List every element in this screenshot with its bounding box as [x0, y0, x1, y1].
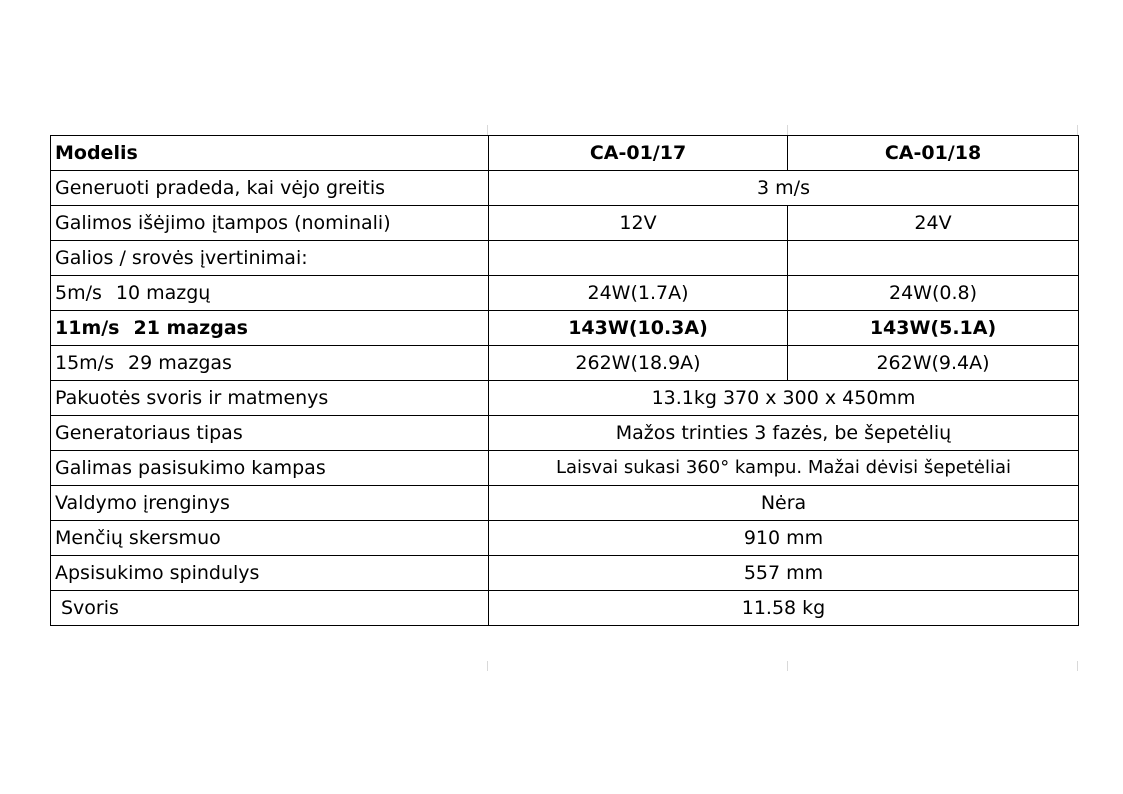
- row-value-a: 12V: [489, 206, 788, 241]
- table-row-highlighted: [51, 311, 1079, 346]
- row-value-b: [788, 241, 1079, 276]
- row-value-b: 143W(5.1A): [788, 311, 1079, 346]
- row-label: Valdymo įrenginys: [51, 486, 489, 521]
- row-label: Pakuotės svoris ir matmenys: [51, 381, 489, 416]
- row-value-a: 262W(18.9A): [489, 346, 788, 381]
- table-row: [51, 276, 1079, 311]
- table-row: [51, 206, 1079, 241]
- table-row: [51, 346, 1079, 381]
- table-row: [51, 451, 1079, 486]
- row-value: Laisvai sukasi 360° kampu. Mažai dėvisi šepetėliai: [489, 451, 1079, 486]
- row-knots: 10 mazgų: [115, 282, 211, 304]
- row-speed: 11m/s: [55, 317, 120, 339]
- header-label: Modelis: [51, 136, 489, 171]
- row-label: Galimas pasisukimo kampas: [51, 451, 489, 486]
- row-label: Apsisukimo spindulys: [51, 556, 489, 591]
- row-value: 11.58 kg: [489, 591, 1079, 626]
- row-label: Menčių skersmuo: [51, 521, 489, 556]
- row-label: Galimos išėjimo įtampos (nominali): [51, 206, 489, 241]
- table-row: [51, 381, 1079, 416]
- table-row: [51, 486, 1079, 521]
- table-row: [51, 241, 1079, 276]
- header-model-b: CA-01/18: [788, 136, 1079, 171]
- spec-sheet: [50, 135, 1078, 626]
- row-value: 557 mm: [489, 556, 1079, 591]
- row-label: Generuoti pradeda, kai vėjo greitis: [51, 171, 489, 206]
- gridline: [1077, 125, 1078, 135]
- row-value-a: [489, 241, 788, 276]
- row-label: [51, 276, 489, 311]
- row-label: Svoris: [51, 591, 489, 626]
- gridline: [787, 125, 788, 135]
- row-label: [51, 346, 489, 381]
- gridline: [1077, 661, 1078, 671]
- header-model-a: CA-01/17: [489, 136, 788, 171]
- gridline: [487, 125, 488, 135]
- row-label: [51, 311, 489, 346]
- table-row: [51, 171, 1079, 206]
- table-row: [51, 591, 1079, 626]
- row-value-b: 262W(9.4A): [788, 346, 1079, 381]
- row-label: Galios / srovės įvertinimai:: [51, 241, 489, 276]
- gridline: [787, 661, 788, 671]
- row-knots: 29 mazgas: [128, 352, 232, 374]
- row-knots: 21 mazgas: [133, 317, 248, 339]
- table-header-row: [51, 136, 1079, 171]
- table-row: [51, 556, 1079, 591]
- row-value: Nėra: [489, 486, 1079, 521]
- row-speed: 15m/s: [55, 352, 114, 374]
- spec-table: [50, 135, 1079, 626]
- row-speed: 5m/s: [55, 282, 102, 304]
- table-row: [51, 521, 1079, 556]
- row-value-b: 24V: [788, 206, 1079, 241]
- row-label: Generatoriaus tipas: [51, 416, 489, 451]
- row-value: Mažos trinties 3 fazės, be šepetėlių: [489, 416, 1079, 451]
- table-row: [51, 416, 1079, 451]
- row-value-a: 143W(10.3A): [489, 311, 788, 346]
- row-value: 13.1kg 370 x 300 x 450mm: [489, 381, 1079, 416]
- row-value-b: 24W(0.8): [788, 276, 1079, 311]
- row-value: 3 m/s: [489, 171, 1079, 206]
- row-value-a: 24W(1.7A): [489, 276, 788, 311]
- row-value: 910 mm: [489, 521, 1079, 556]
- gridline: [487, 661, 488, 671]
